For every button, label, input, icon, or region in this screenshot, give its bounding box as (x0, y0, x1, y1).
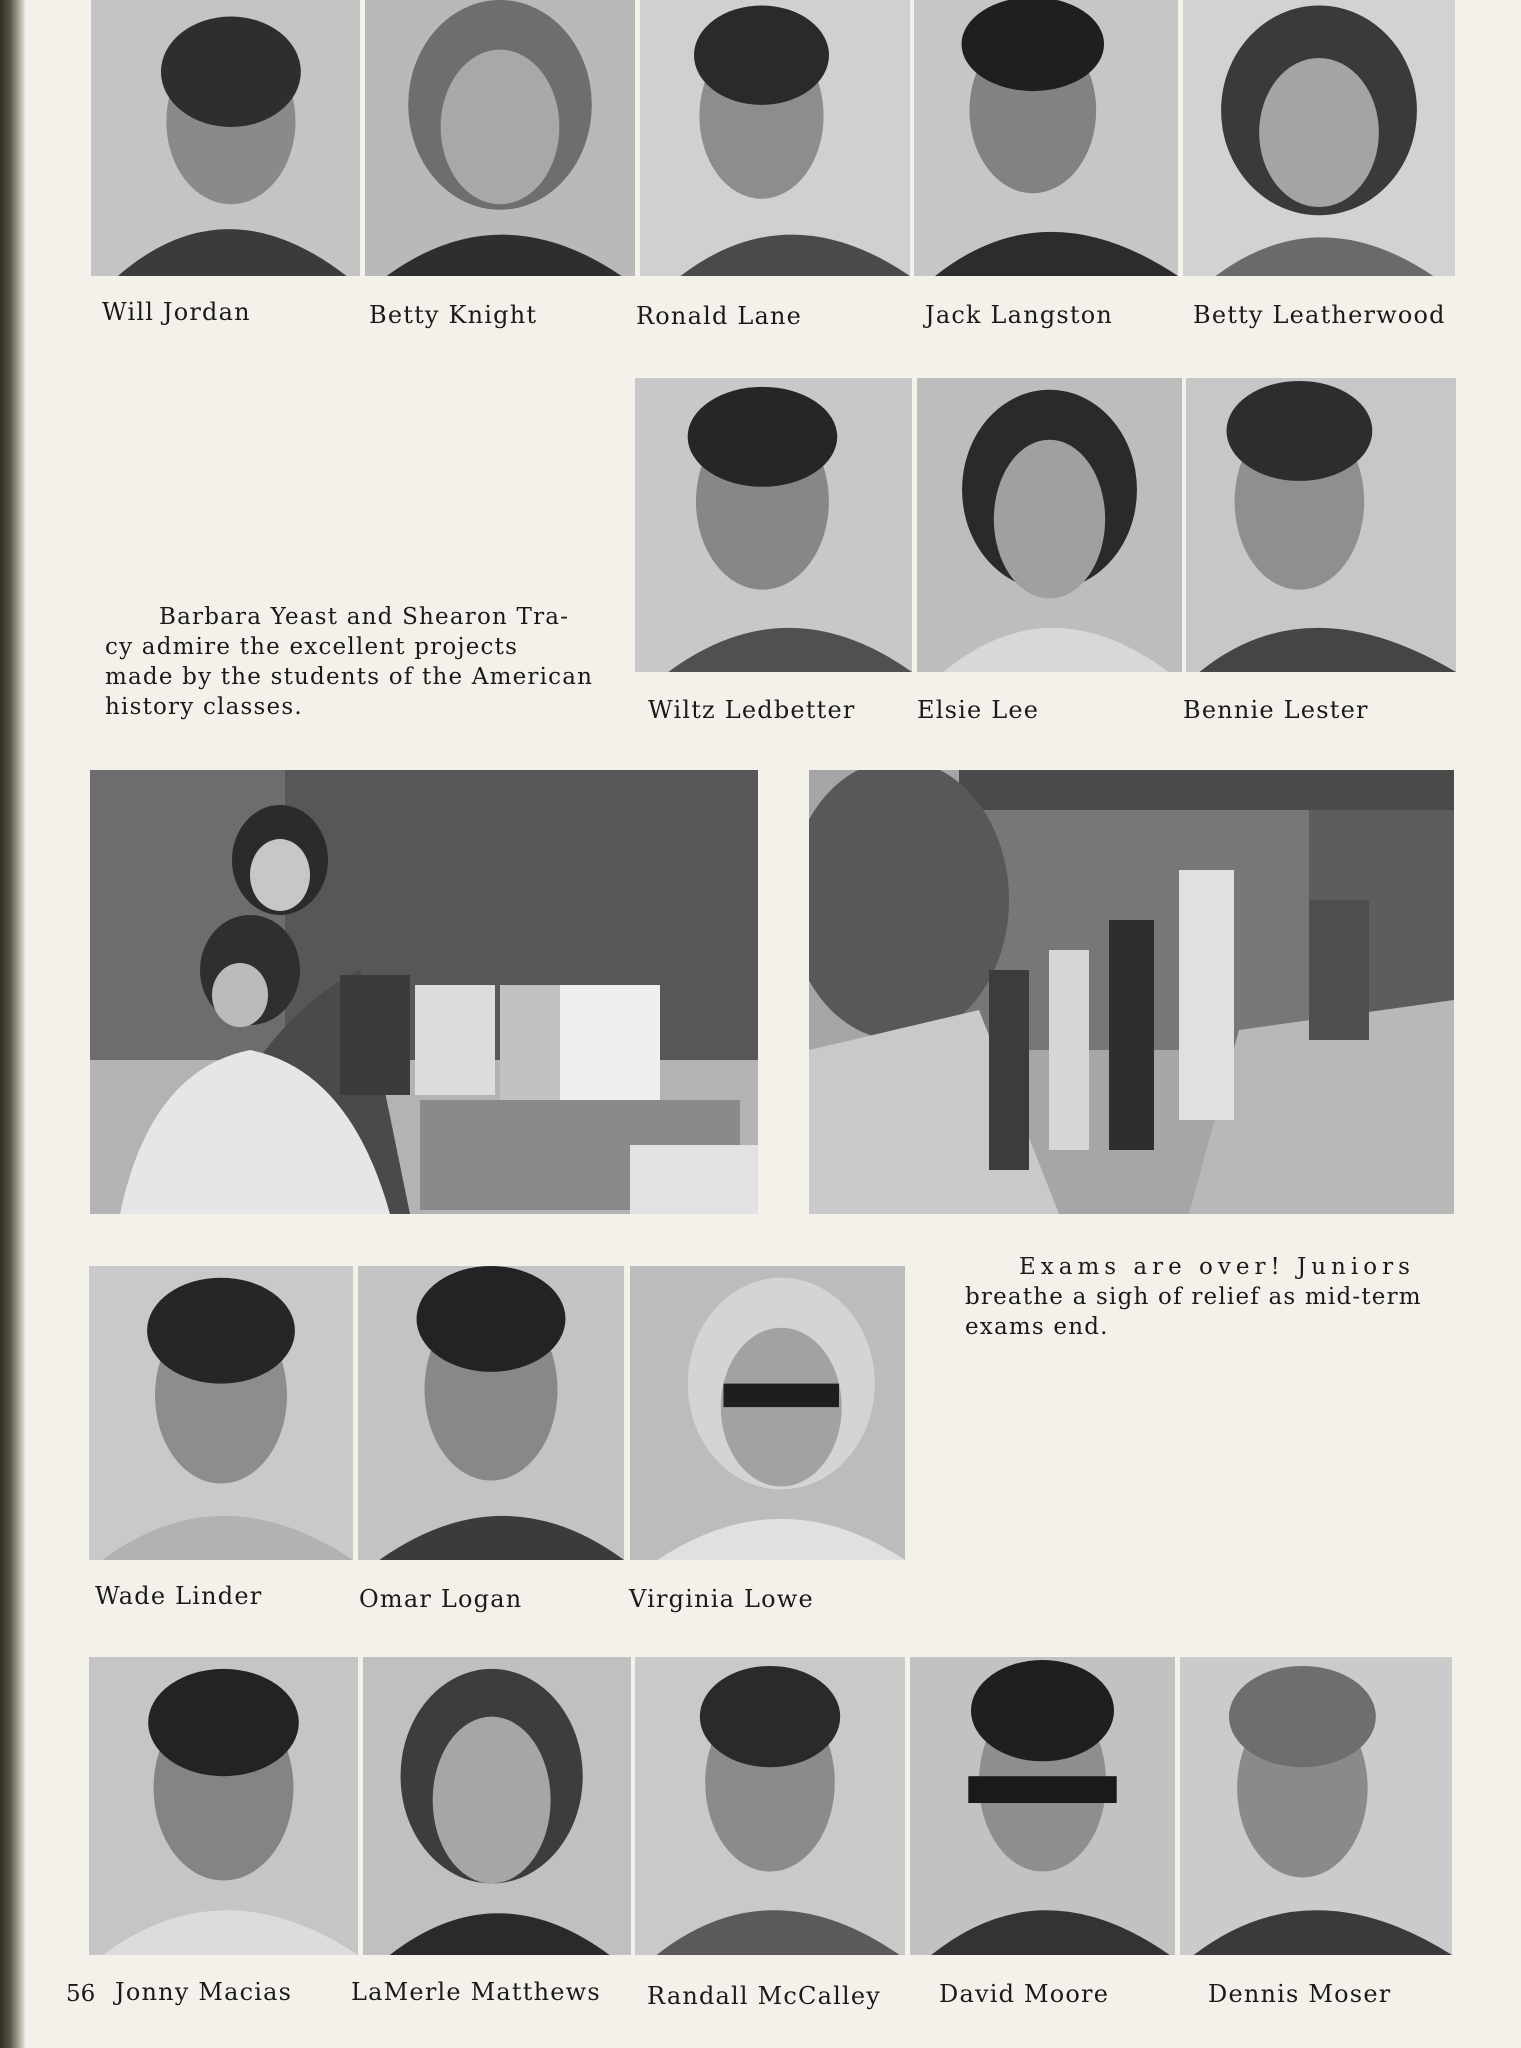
name-label: Jack Langston (925, 301, 1114, 329)
portrait-betty-knight (365, 0, 635, 276)
name-label: David Moore (939, 1980, 1110, 2008)
portrait-jack-langston (914, 0, 1178, 276)
caption-line: exams end. (965, 1314, 1109, 1340)
photo-exams-over (809, 770, 1454, 1214)
caption-line: history classes. (105, 694, 303, 720)
caption-exams-over (965, 1252, 1465, 1342)
portrait-wade-linder (89, 1266, 353, 1560)
name-label: LaMerle Matthews (351, 1978, 601, 2006)
portrait-elsie-lee (917, 378, 1182, 672)
name-label: Dennis Moser (1208, 1980, 1392, 2008)
caption-line: made by the students of the American (105, 664, 594, 690)
name-label: Virginia Lowe (629, 1585, 814, 1613)
caption-line: Exams are over! Juniors (1019, 1254, 1415, 1280)
caption-line: Barbara Yeast and Shearon Tra- (159, 604, 570, 630)
name-label: Betty Knight (369, 301, 538, 329)
portrait-will-jordan (91, 0, 360, 276)
page-number: 56 (66, 1981, 96, 2007)
caption-line: breathe a sigh of relief as mid-term (965, 1284, 1422, 1310)
name-label: Omar Logan (359, 1585, 523, 1613)
name-label: Jonny Macias (115, 1978, 293, 2006)
name-label: Wade Linder (95, 1582, 263, 1610)
name-label: Wiltz Ledbetter (648, 696, 856, 724)
portrait-ronald-lane (640, 0, 910, 276)
binding-edge (0, 0, 26, 2048)
photo-history-projects (90, 770, 758, 1214)
portrait-jonny-macias (89, 1657, 358, 1955)
portrait-virginia-lowe (630, 1266, 905, 1560)
name-label: Elsie Lee (917, 696, 1040, 724)
portrait-dennis-moser (1180, 1657, 1452, 1955)
name-label: Betty Leatherwood (1193, 301, 1446, 329)
portrait-randall-mccalley (635, 1657, 905, 1955)
name-label: Bennie Lester (1183, 696, 1369, 724)
portrait-lamerle-matthews (363, 1657, 631, 1955)
portrait-bennie-lester (1186, 378, 1456, 672)
name-label: Ronald Lane (636, 302, 803, 330)
name-label: Will Jordan (102, 298, 251, 326)
caption-history-projects (105, 602, 595, 722)
name-label: Randall McCalley (647, 1982, 882, 2010)
caption-line: cy admire the excellent projects (105, 634, 519, 660)
portrait-betty-leatherwood (1183, 0, 1455, 276)
portrait-omar-logan (358, 1266, 624, 1560)
portrait-david-moore (910, 1657, 1175, 1955)
portrait-wiltz-ledbetter (635, 378, 912, 672)
